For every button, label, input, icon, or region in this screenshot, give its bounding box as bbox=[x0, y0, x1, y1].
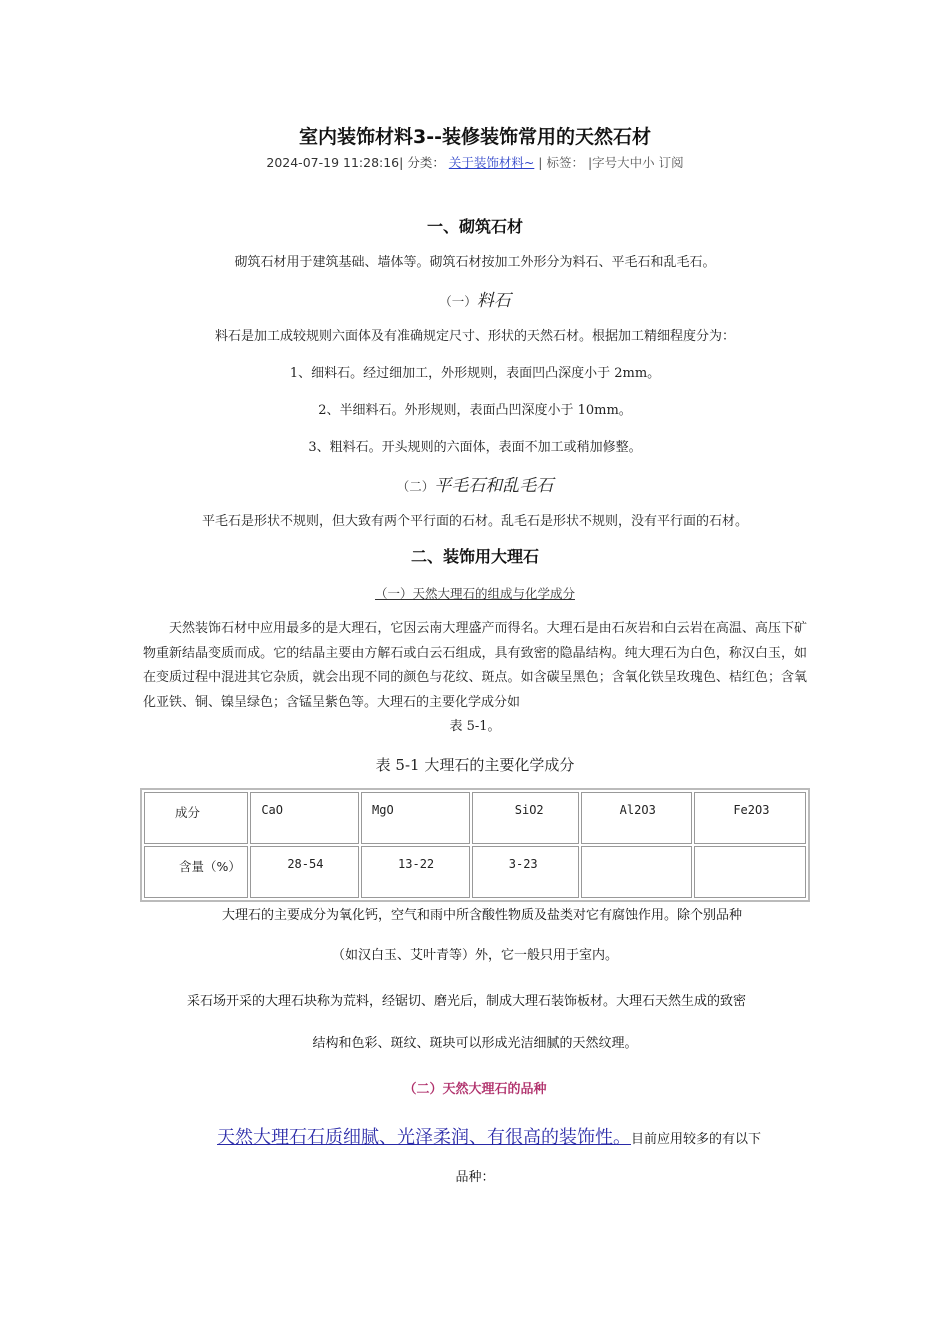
table-header-cell: SiO2 bbox=[472, 792, 579, 844]
table-row bbox=[144, 792, 806, 844]
list-item: 2、半细料石。外形规则，表面凸凹深度小于 10mm。 bbox=[318, 403, 632, 418]
highlight-tail: 目前应用较多的有以下 bbox=[631, 1132, 762, 1147]
table-header-cell: CaO bbox=[250, 792, 359, 844]
note-line: （如汉白玉、艾叶青等）外，它一般只用于室内。 bbox=[331, 948, 618, 963]
table-cell bbox=[581, 846, 693, 898]
table-header-cell: Fe2O3 bbox=[694, 792, 806, 844]
table-row bbox=[144, 846, 806, 898]
section2-heading: 二、装饰用大理石 bbox=[410, 547, 539, 566]
marble-paragraph-text: 天然装饰石材中应用最多的是大理石，它因云南大理盛产而得名。大理石是由石灰岩和白云岩在高温、高压下矿物重新结晶变质而成。它的结晶主要由方解石或白云石组成，具有致密的隐晶结构。纯大理石为白色，称汉白玉，如在变质过程中混进其它杂质，就会出现不同的颜色与花纹、斑点。如含碳呈黑色；含氧化铁呈玫瑰色、桔红色；含氧化亚铁、铜、镍呈绿色；含锰呈紫色等。大理石的主要化学成分如 bbox=[143, 621, 807, 710]
category-link[interactable]: 关于装饰材料~ bbox=[448, 155, 535, 170]
section1-intro: 砌筑石材用于建筑基础、墙体等。砌筑石材按加工外形分为料石、平毛石和乱毛石。 bbox=[234, 255, 716, 270]
marble-paragraph-last: 表 5-1。 bbox=[449, 719, 501, 734]
marble-paragraph bbox=[143, 617, 807, 740]
table-cell: 3-23 bbox=[472, 846, 579, 898]
composition-subheading bbox=[0, 583, 950, 602]
table-header-cell: Al2O3 bbox=[581, 792, 693, 844]
highlight-text: 天然大理石石质细腻、光泽柔润、有很高的装饰性。 bbox=[217, 1127, 631, 1148]
table-cell: 含量（%） bbox=[144, 846, 248, 898]
note-line: 采石场开采的大理石块称为荒料，经锯切、磨光后，制成大理石装饰板材。大理石天然生成的致密 bbox=[187, 994, 747, 1009]
table-cell: 28-54 bbox=[250, 846, 359, 898]
maoshi-desc: 平毛石是形状不规则，但大致有两个平行面的石材。乱毛石是形状不规则，没有平行面的石材。 bbox=[201, 514, 748, 529]
varieties-subheading: （二）天然大理石的品种 bbox=[403, 1082, 547, 1097]
table-caption: 表 5-1 大理石的主要化学成分 bbox=[375, 756, 575, 774]
table-header-cell: MgO bbox=[361, 792, 470, 844]
sub2-title: 平毛石和乱毛石 bbox=[434, 476, 554, 496]
table-cell bbox=[694, 846, 806, 898]
final-line: 品种： bbox=[455, 1170, 495, 1185]
sub-heading-liaoshi bbox=[0, 286, 950, 311]
section1-heading: 一、砌筑石材 bbox=[426, 217, 523, 236]
sub-heading-maoshi bbox=[0, 471, 950, 496]
sub1-title: 料石 bbox=[476, 291, 511, 311]
composition-subheading-text: （一）天然大理石的组成与化学成分 bbox=[374, 586, 575, 601]
list-item: 3、粗料石。开头规则的六面体，表面不加工或稍加修整。 bbox=[308, 440, 642, 455]
sub2-prefix: （二） bbox=[396, 479, 435, 494]
sub1-prefix: （一） bbox=[439, 294, 477, 309]
page-title: 室内装饰材料3--装修装饰常用的天然石材 bbox=[299, 126, 651, 148]
meta-prefix: 2024-07-19 11:28:16| 分类： bbox=[266, 155, 445, 170]
composition-table bbox=[140, 788, 810, 902]
liaoshi-desc: 料石是加工成较规则六面体及有准确规定尺寸、形状的天然石材。根据加工精细程度分为： bbox=[214, 329, 735, 344]
note-line: 大理石的主要成分为氧化钙，空气和雨中所含酸性物质及盐类对它有腐蚀作用。除个别品种 bbox=[222, 908, 743, 923]
meta-suffix: | 标签： |字号大中小 订阅 bbox=[538, 155, 684, 170]
list-item: 1、细料石。经过细加工，外形规则，表面凹凸深度小于 2mm。 bbox=[289, 366, 661, 381]
table-header-cell: 成分 bbox=[144, 792, 248, 844]
highlight-line bbox=[217, 1123, 761, 1149]
table-cell: 13-22 bbox=[361, 846, 470, 898]
post-meta bbox=[0, 153, 950, 171]
note-line: 结构和色彩、斑纹、斑块可以形成光洁细腻的天然纹理。 bbox=[312, 1036, 638, 1051]
